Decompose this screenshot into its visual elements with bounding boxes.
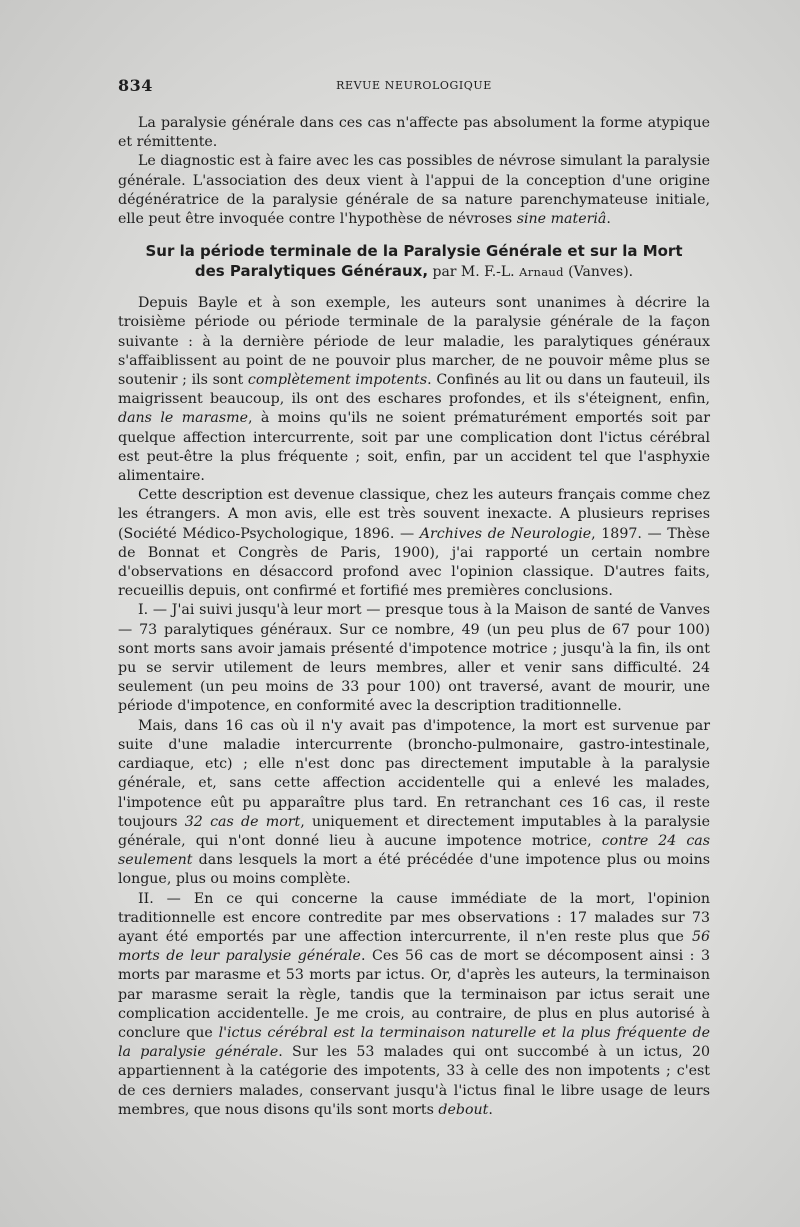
page-header [118,76,710,98]
italic-phrase: l'ictus cérébral est la terminaison naturelle et la plus fréquente de la paralysie générale [118,1024,710,1061]
paragraph: II. — En ce qui concerne la cause immédiate de la mort, l'opinion traditionnelle est encore contredite par mes observations : 17 malades sur 73 ayant été emportés par une affection intercurrente, il n'en reste plus que 56 morts de leur paralysie générale. Ces 56 cas de mort se décomposent ainsi : 3 morts par marasme et 53 morts par ictus. Or, d'après les auteurs, la terminaison par marasme serait la règle, tandis que la terminaison par ictus serait une complication accidentelle. Je me crois, au contraire, de plus en plus autorisé à conclure que l'ictus cérébral est la terminaison naturelle et la plus fréquente de la paralysie générale. Sur les 53 malades qui ont succombé à un ictus, 20 appartiennent à la catégorie des impotents, 33 à celle des non impotents ; c'est de ces derniers malades, conservant jusqu'à l'ictus final le libre usage de leurs membres, que nous disons qu'ils sont morts debout. [118,890,710,1118]
paragraph: Cette description est devenue classique, chez les auteurs français comme chez les étrangers. A mon avis, elle est très souvent inexacte. A plusieurs reprises (Société Médico-Psychologique, 1896. — Archives de Neurologie, 1897. — Thèse de Bonnat et Congrès de Paris, 1900), j'ai rapporté un certain nombre d'observations en désaccord profond avec l'opinion classique. D'autres faits, recueillis depuis, ont confirmé et fortifié mes premières conclusions. [118,487,710,600]
italic-term: sine materiâ [516,211,607,228]
page-number: 834 [118,76,153,95]
journal-name: Archives de Neurologie [419,525,592,542]
paragraph: Le diagnostic est à faire avec les cas possibles de névrose simulant la paralysie générale. L'association des deux vient à l'appui de la conception d'une origine dégénératrice de la paralysie générale de sa nature parenchymateuse initiale, elle peut être invoquée contre l'hypothèse de névroses sine materiâ. [118,153,710,228]
italic-phrase: 32 cas de mort [184,813,301,830]
italic-phrase: contre 24 cas seulement [118,832,711,869]
article-body [118,114,710,1120]
title-line-2: des Paralytiques Généraux, [194,262,429,281]
author-byline: par M. F.-L. Arnaud (Vanves). [428,264,634,281]
paragraph: Mais, dans 16 cas où il n'y avait pas d'impotence, la mort est survenue par suite d'une maladie intercurrente (broncho-pulmonaire, gastro-intestinale, cardiaque, etc) ; elle n'est donc pas directement imputable à la paralysie générale, et, sans cette affection accidentelle qui a enlevé les malades, l'impotence eût pu apparaître plus tard. En retranchant ces 16 cas, il reste toujours 32 cas de mort, uniquement et directement imputables à la paralysie générale, qui n'ont donné lieu à aucune impotence motrice, contre 24 cas seulement dans lesquels la mort a été précédée d'une impotence plus ou moins longue, plus ou moins complète. [118,717,711,888]
italic-phrase: 56 morts de leur paralysie générale [118,928,710,965]
author-name: Arnaud [519,265,564,280]
paragraph: I. — J'ai suivi jusqu'à leur mort — presque tous à la Maison de santé de Vanves — 73 paralytiques généraux. Sur ce nombre, 49 (un peu plus de 67 pour 100) sont morts sans avoir jamais présenté d'impotence motrice ; jusqu'à la fin, ils ont pu se servir utilement de leurs membres, aller et venir sans difficulté. 24 seulement (un peu moins de 33 pour 100) ont traversé, avant de mourir, une période d'impotence, en conformité avec la description traditionnelle. [118,602,710,715]
title-line-1: Sur la période terminale de la Paralysie Générale et sur la Mort [145,242,683,261]
italic-phrase: dans le marasme [118,410,248,427]
running-title: REVUE NEUROLOGIQUE [336,79,492,92]
paragraph: La paralysie générale dans ces cas n'affecte pas absolument la forme atypique et rémittente. [118,115,710,151]
paragraph: Depuis Bayle et à son exemple, les auteurs sont unanimes à décrire la troisième période ou période terminale de la paralysie générale de la façon suivante : à la dernière période de leur maladie, les paralytiques généraux s'affaiblissent au point de ne pouvoir plus marcher, de ne pouvoir même plus se soutenir ; ils sont complètement impotents. Confinés au lit ou dans un fauteuil, ils maigrissent beaucoup, ils ont des eschares profondes, et ils s'éteignent, enfin, dans le marasme, à moins qu'ils ne soient prématurément emportés soit par quelque affection intercurrente, soit par une complication dont l'ictus cérébral est peut-être la plus fréquente ; soit, enfin, par un accident tel que l'asphyxie alimentaire. [118,295,710,485]
italic-phrase: debout [438,1101,489,1118]
article-title [118,241,710,282]
italic-phrase: complètement impotents [247,372,428,389]
